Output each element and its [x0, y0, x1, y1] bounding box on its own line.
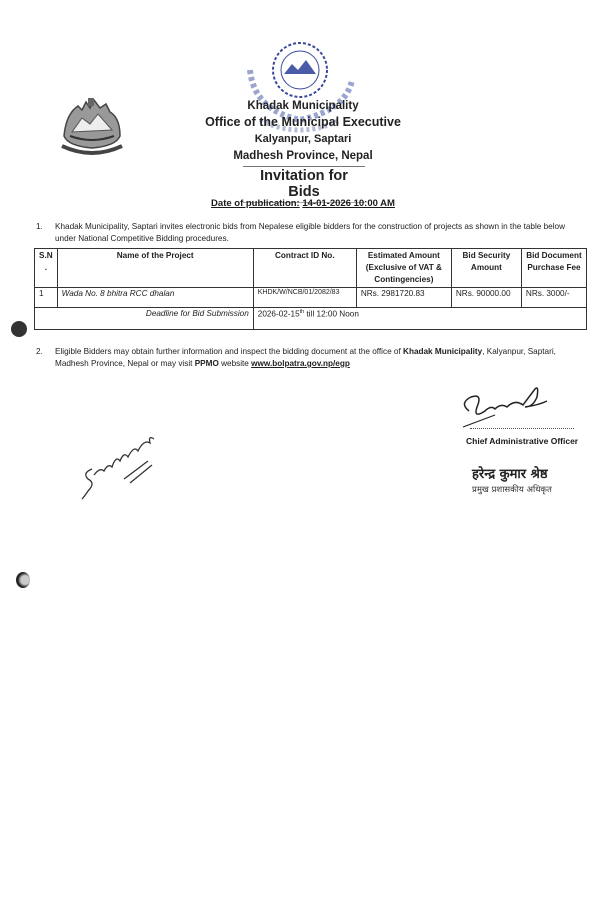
cell-bid-security: NRs. 90000.00	[451, 288, 521, 308]
deadline-time: till 12:00 Noon	[304, 309, 359, 319]
signatory-designation: Chief Administrative Officer	[466, 436, 579, 446]
paragraph-text: Khadak Municipality, Saptari invites electronic bids from Nepalese eligible bidders for the construction of projects as shown in the table below under National Competitive Bidding procedures.	[55, 222, 566, 243]
publication-date-value: 14-01-2026 10:00 AM	[302, 198, 395, 209]
deadline-label: Deadline for Bid Submission	[35, 308, 254, 330]
signatory-designation-devanagari: प्रमुख प्रशासकीय अधिकृत	[472, 485, 552, 495]
signature-line	[470, 428, 574, 429]
cell-contract-id: KHDK/W/NCB/01/2082/83	[253, 288, 356, 308]
handwritten-signature-right	[455, 383, 585, 431]
table-row	[35, 288, 587, 308]
paragraph-text	[55, 346, 585, 370]
bolpatra-link[interactable]: www.bolpatra.gov.np/egp	[251, 359, 350, 368]
deadline-date-suffix: th	[299, 309, 305, 315]
municipality-name: Khadak Municipality	[247, 100, 359, 112]
bids-table	[34, 248, 587, 330]
punch-hole-mark	[11, 321, 27, 337]
publication-date-label: Date of publication:	[211, 198, 300, 209]
document-title: Invitation for Bids	[243, 166, 365, 203]
handwritten-signature-left	[78, 425, 168, 505]
paragraph-text-c: website	[218, 359, 252, 368]
paragraph-number: 1.	[36, 222, 43, 231]
column-header-estimated-amount: Estimated Amount (Exclusive of VAT & Contingencies)	[356, 249, 451, 288]
office-province: Madhesh Province, Nepal	[233, 150, 373, 162]
column-header-bid-security: Bid Security Amount	[451, 249, 521, 288]
paragraph-number: 2.	[36, 347, 43, 356]
municipality-name-bold: Khadak Municipality	[403, 347, 483, 356]
column-header-project: Name of the Project	[57, 249, 253, 288]
signatory-name-devanagari: हरेन्द्र कुमार श्रेष्ठ	[472, 467, 548, 482]
office-name: Office of the Municipal Executive	[205, 115, 401, 129]
ppmo-bold: PPMO	[194, 359, 219, 368]
table-header-row	[35, 249, 587, 288]
paragraph-text-b: , Kalyanpur, Saptari, Madhesh Province, Nepal or may visit	[55, 347, 556, 368]
column-header-contract-id: Contract ID No.	[253, 249, 356, 288]
deadline-row	[35, 308, 587, 330]
column-header-document-fee: Bid Document Purchase Fee	[521, 249, 586, 288]
cell-project-name: Wada No. 8 bhitra RCC dhalan	[57, 288, 253, 308]
paragraph-text-a: Eligible Bidders may obtain further information and inspect the bidding document at the office of	[55, 347, 404, 356]
cell-sn: 1	[35, 288, 58, 308]
office-address: Kalyanpur, Saptari	[254, 133, 352, 145]
cell-document-fee: NRs. 3000/-	[521, 288, 586, 308]
deadline-value	[253, 308, 586, 330]
punch-hole-mark	[16, 572, 30, 588]
column-header-sn: S.N .	[35, 249, 58, 288]
publication-date	[0, 198, 606, 209]
deadline-date: 2026-02-15	[257, 309, 300, 319]
cell-estimated-amount: NRs. 2981720.83	[356, 288, 451, 308]
